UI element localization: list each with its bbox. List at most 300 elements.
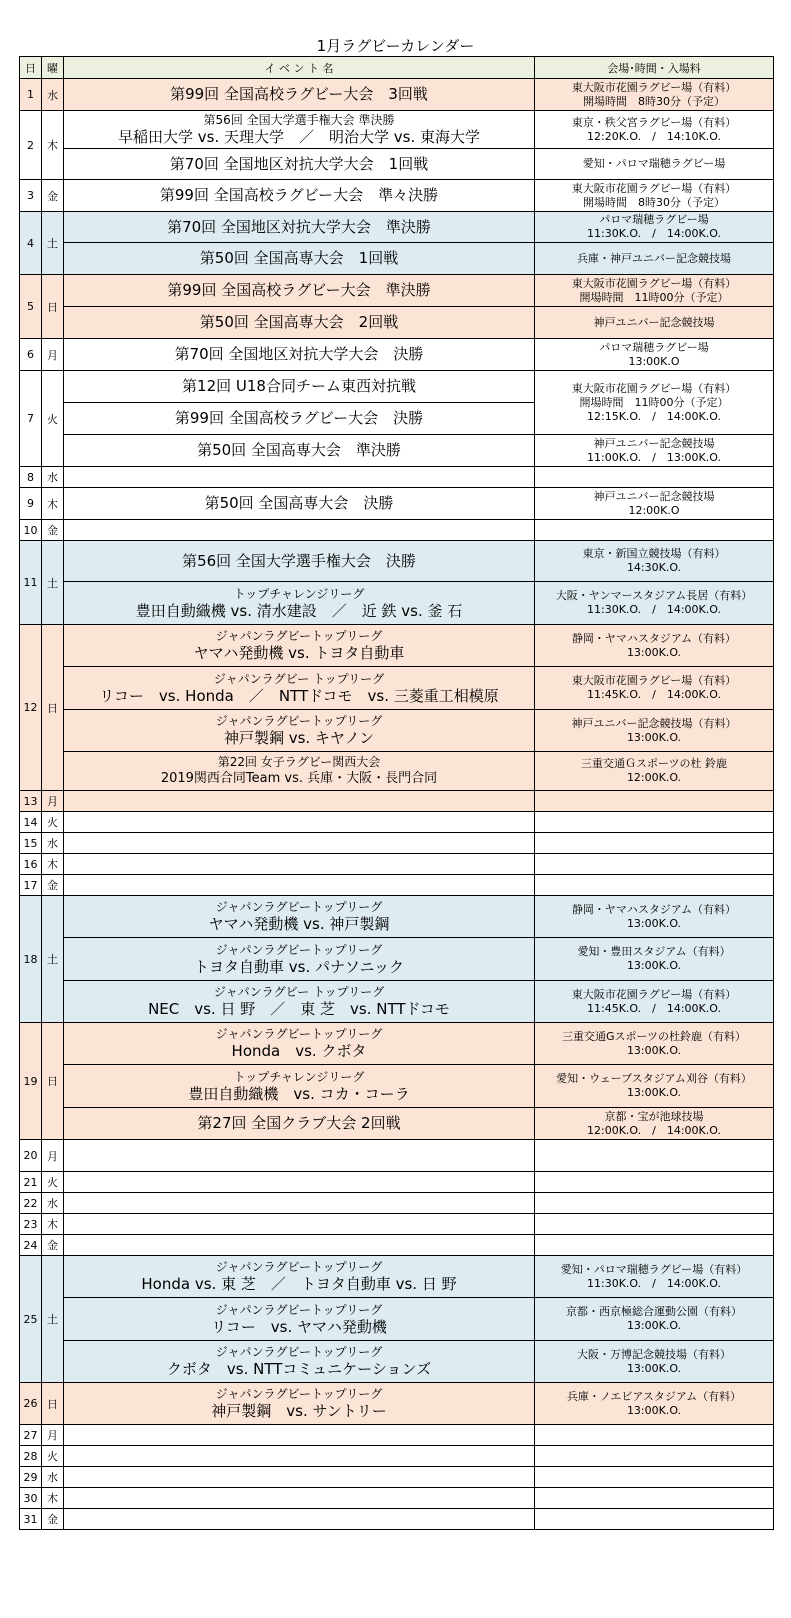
venue-cell [535, 541, 774, 582]
venue-cell [535, 1446, 774, 1467]
day-number: 28 [20, 1446, 42, 1467]
venue-cell [535, 791, 774, 812]
event-cell [64, 791, 535, 812]
day-of-week: 日 [42, 1383, 64, 1425]
day-row [20, 625, 774, 667]
day-row [20, 111, 774, 149]
venue-cell [535, 275, 774, 307]
venue-cell [535, 854, 774, 875]
day-row [20, 212, 774, 243]
calendar-body [20, 79, 774, 1530]
event-cell [64, 752, 535, 791]
event-cell [64, 403, 535, 435]
venue-cell [535, 1065, 774, 1108]
event-title: 神戸製鋼 vs. サントリー [211, 1402, 387, 1420]
venue-line: 京都・宝が池球技場 [604, 1109, 704, 1123]
day-number: 31 [20, 1509, 42, 1530]
day-row [20, 1214, 774, 1235]
day-of-week: 火 [42, 812, 64, 833]
venue-line: 三重交通Gスポーツの杜鈴鹿（有料） [561, 1029, 747, 1043]
day-row [20, 1256, 774, 1298]
day-row [20, 1108, 774, 1140]
event-cell [64, 1298, 535, 1341]
venue-line: 開場時間 11時00分（予定） [579, 395, 729, 409]
venue-cell [535, 981, 774, 1023]
event-title: 第12回 U18合同チーム東西対抗戦 [182, 377, 416, 395]
day-row [20, 938, 774, 981]
event-subtitle: ジャパンラグビートップリーグ [215, 1260, 383, 1274]
day-row [20, 1235, 774, 1256]
day-number: 18 [20, 896, 42, 1023]
venue-cell [535, 1425, 774, 1446]
event-cell [64, 1488, 535, 1509]
venue-line: 14:30K.O. [626, 561, 682, 574]
day-row [20, 339, 774, 371]
day-of-week: 日 [42, 275, 64, 339]
day-row [20, 1172, 774, 1193]
day-number: 25 [20, 1256, 42, 1383]
venue-line: 13:00K.O. [626, 1043, 682, 1057]
venue-line: 12:20K.O. / 14:10K.O. [587, 129, 721, 143]
venue-line: 11:30K.O. / 14:00K.O. [587, 1276, 721, 1290]
venue-cell [535, 1193, 774, 1214]
venue-cell [535, 1140, 774, 1172]
venue-cell [535, 79, 774, 111]
event-cell [64, 212, 535, 243]
event-cell [64, 1467, 535, 1488]
event-cell [64, 1446, 535, 1467]
event-title: ヤマハ発動機 vs. 神戸製鋼 [208, 915, 390, 933]
venue-line: 12:00K.O. / 14:00K.O. [587, 1123, 721, 1137]
day-of-week: 土 [42, 896, 64, 1023]
day-number: 5 [20, 275, 42, 339]
venue-cell [535, 212, 774, 243]
venue-line: 三重交通Ｇスポーツの杜 鈴鹿 [580, 757, 728, 770]
event-title: 豊田自動織機 vs. コカ・コーラ [188, 1084, 410, 1103]
event-subtitle: ジャパンラグビートップリーグ [215, 1345, 383, 1359]
venue-cell [535, 339, 774, 371]
venue-line: 愛知・パロマ瑞穂ラグビー場（有料） [560, 1262, 748, 1276]
day-of-week: 月 [42, 1140, 64, 1172]
day-row [20, 1065, 774, 1108]
day-of-week: 金 [42, 520, 64, 541]
venue-cell [535, 625, 774, 667]
venue-cell [535, 307, 774, 339]
venue-cell [535, 875, 774, 896]
event-title: 第70回 全国地区対抗大学大会 準決勝 [167, 217, 431, 236]
day-row [20, 981, 774, 1023]
venue-line: 東京・新国立競技場（有料） [582, 547, 726, 560]
venue-cell [535, 371, 774, 435]
day-row [20, 1383, 774, 1425]
event-title: NEC vs. 日 野 ／ 東 芝 vs. NTTドコモ [148, 1000, 450, 1018]
venue-cell [535, 1214, 774, 1235]
day-row [20, 875, 774, 896]
event-subtitle: ジャパンラグビー トップリーグ [213, 671, 385, 686]
day-number: 26 [20, 1383, 42, 1425]
event-title: 第99回 全国高校ラグビー大会 決勝 [174, 409, 424, 427]
day-row [20, 149, 774, 180]
day-row [20, 752, 774, 791]
day-of-week: 水 [42, 467, 64, 488]
day-of-week: 月 [42, 339, 64, 371]
event-cell [64, 875, 535, 896]
event-cell [64, 1341, 535, 1383]
venue-line: 兵庫・神戸ユニバー記念競技場 [577, 251, 731, 265]
day-row [20, 833, 774, 854]
day-number: 8 [20, 467, 42, 488]
day-number: 21 [20, 1172, 42, 1193]
event-title: 早稲田大学 vs. 天理大学 ／ 明治大学 vs. 東海大学 [118, 128, 480, 146]
venue-cell [535, 180, 774, 212]
venue-line: 13:00K.O. [626, 1403, 682, 1417]
venue-line: 神戸ユニバー記念競技場 [593, 436, 715, 450]
event-cell [64, 467, 535, 488]
day-of-week: 金 [42, 1235, 64, 1256]
day-of-week: 土 [42, 1256, 64, 1383]
day-number: 15 [20, 833, 42, 854]
event-subtitle: ジャパンラグビートップリーグ [215, 900, 383, 914]
day-of-week: 日 [42, 625, 64, 791]
event-cell [64, 1509, 535, 1530]
venue-line: 開場時間 8時30分（予定） [583, 195, 725, 209]
venue-line: 12:00K.O [628, 503, 680, 517]
day-number: 13 [20, 791, 42, 812]
event-title: 第70回 全国地区対抗大学大会 1回戦 [169, 154, 429, 173]
event-title: 第50回 全国高専大会 準決勝 [197, 441, 401, 459]
day-number: 27 [20, 1425, 42, 1446]
day-of-week: 水 [42, 1193, 64, 1214]
day-of-week: 火 [42, 1172, 64, 1193]
venue-line: 13:00K.O. [626, 645, 682, 659]
day-row [20, 541, 774, 582]
day-row [20, 275, 774, 307]
event-cell [64, 1425, 535, 1446]
day-of-week: 土 [42, 541, 64, 625]
day-row [20, 1298, 774, 1341]
event-cell [64, 854, 535, 875]
day-row [20, 582, 774, 625]
day-of-week: 火 [42, 1446, 64, 1467]
day-number: 4 [20, 212, 42, 275]
venue-cell [535, 435, 774, 467]
venue-cell [535, 1235, 774, 1256]
day-row [20, 896, 774, 938]
venue-line: 神戸ユニバー記念競技場（有料） [571, 716, 737, 730]
venue-line: 11:30K.O. / 14:00K.O. [587, 227, 721, 240]
day-of-week: 木 [42, 488, 64, 520]
venue-line: 愛知・パロマ瑞穂ラグビー場 [582, 157, 726, 170]
venue-cell [535, 1383, 774, 1425]
event-cell [64, 1383, 535, 1425]
venue-cell [535, 520, 774, 541]
event-cell [64, 371, 535, 403]
event-cell [64, 812, 535, 833]
venue-line: 東大阪市花園ラグビー場（有料） [571, 674, 737, 687]
day-row [20, 520, 774, 541]
day-row [20, 1193, 774, 1214]
event-title: 豊田自動織機 vs. 清水建設 ／ 近 鉄 vs. 釜 石 [135, 601, 463, 620]
event-title: 第50回 全国高専大会 2回戦 [199, 313, 399, 331]
day-of-week: 土 [42, 212, 64, 275]
event-cell [64, 307, 535, 339]
day-row [20, 435, 774, 467]
venue-line: 東大阪市花園ラグビー場（有料） [571, 181, 737, 195]
venue-cell [535, 243, 774, 275]
day-row [20, 307, 774, 339]
event-subtitle: ジャパンラグビー トップリーグ [213, 985, 385, 999]
event-cell [64, 520, 535, 541]
day-number: 16 [20, 854, 42, 875]
day-number: 10 [20, 520, 42, 541]
venue-cell [535, 1172, 774, 1193]
day-row [20, 79, 774, 111]
event-subtitle: 第56回 全国大学選手権大会 準決勝 [203, 113, 395, 127]
venue-line: 静岡・ヤマハスタジアム（有料） [571, 902, 737, 916]
event-cell [64, 1108, 535, 1140]
venue-line: 13:00K.O [628, 354, 680, 368]
event-title: 第56回 全国大学選手権大会 決勝 [182, 551, 416, 570]
venue-line: 11:30K.O. / 14:00K.O. [587, 603, 721, 616]
venue-cell [535, 938, 774, 981]
venue-cell [535, 111, 774, 149]
event-cell [64, 710, 535, 752]
event-cell [64, 1235, 535, 1256]
venue-line: 神戸ユニバー記念競技場 [593, 489, 715, 503]
venue-cell [535, 1298, 774, 1341]
venue-line: 11:45K.O. / 14:00K.O. [587, 688, 721, 701]
event-title: Honda vs. 東 芝 ／ トヨタ自動車 vs. 日 野 [141, 1275, 457, 1293]
page-title: 1月ラグビーカレンダー [316, 37, 475, 55]
event-subtitle: ジャパンラグビートップリーグ [215, 1387, 383, 1401]
day-of-week: 金 [42, 180, 64, 212]
event-cell [64, 1023, 535, 1065]
venue-cell [535, 1256, 774, 1298]
event-cell [64, 625, 535, 667]
venue-line: 大阪・ヤンマースタジアム長居（有料） [555, 589, 753, 602]
event-cell [64, 1140, 535, 1172]
day-number: 9 [20, 488, 42, 520]
day-number: 30 [20, 1488, 42, 1509]
day-row [20, 1023, 774, 1065]
venue-cell [535, 1341, 774, 1383]
event-subtitle: 第22回 女子ラグビー関西大会 [217, 754, 381, 769]
event-cell [64, 1065, 535, 1108]
day-number: 6 [20, 339, 42, 371]
event-cell [64, 981, 535, 1023]
event-subtitle: ジャパンラグビートップリーグ [215, 629, 383, 643]
venue-line: 11:00K.O. / 13:00K.O. [587, 450, 721, 464]
day-of-week: 日 [42, 1023, 64, 1140]
venue-line: 東大阪市花園ラグビー場（有料） [571, 987, 737, 1001]
event-title: 第70回 全国地区対抗大学大会 決勝 [174, 345, 424, 363]
event-cell [64, 243, 535, 275]
day-row [20, 1140, 774, 1172]
venue-cell [535, 149, 774, 180]
event-cell [64, 149, 535, 180]
day-row [20, 1488, 774, 1509]
header-row [20, 57, 774, 79]
venue-cell [535, 1509, 774, 1530]
event-title: 第27回 全国クラブ大会 2回戦 [197, 1114, 401, 1132]
venue-line: 13:00K.O. [626, 730, 682, 744]
day-number: 22 [20, 1193, 42, 1214]
event-cell [64, 1256, 535, 1298]
day-number: 3 [20, 180, 42, 212]
venue-line: 静岡・ヤマハスタジアム（有料） [571, 631, 737, 645]
day-number: 14 [20, 812, 42, 833]
venue-line: 開場時間 11時00分（予定） [579, 290, 729, 304]
day-of-week: 水 [42, 79, 64, 111]
venue-line: 13:00K.O. [626, 916, 682, 930]
event-subtitle: トップチャレンジリーグ [233, 586, 365, 601]
venue-cell [535, 467, 774, 488]
venue-line: 東大阪市花園ラグビー場（有料） [571, 80, 737, 94]
event-title: 第50回 全国高専大会 1回戦 [199, 249, 399, 267]
day-number: 7 [20, 371, 42, 467]
venue-cell [535, 812, 774, 833]
day-of-week: 火 [42, 371, 64, 467]
day-row [20, 371, 774, 403]
day-of-week: 月 [42, 1425, 64, 1446]
venue-cell [535, 667, 774, 710]
event-cell [64, 275, 535, 307]
event-cell [64, 79, 535, 111]
event-title: 神戸製鋼 vs. キヤノン [223, 729, 375, 747]
venue-line: 愛知・ウェーブスタジアム刈谷（有料） [556, 1072, 752, 1085]
event-cell [64, 180, 535, 212]
day-row [20, 710, 774, 752]
event-title: 第50回 全国高専大会 決勝 [204, 494, 394, 512]
venue-line: 開場時間 8時30分（予定） [583, 94, 725, 108]
day-of-week: 木 [42, 854, 64, 875]
day-of-week: 水 [42, 1467, 64, 1488]
venue-line: パロマ瑞穂ラグビー場 [599, 213, 709, 226]
day-of-week: 金 [42, 875, 64, 896]
event-cell [64, 1172, 535, 1193]
event-cell [64, 1193, 535, 1214]
day-row [20, 180, 774, 212]
day-of-week: 金 [42, 1509, 64, 1530]
event-title: 2019関西合同Team vs. 兵庫・大阪・長門合同 [160, 770, 438, 786]
event-cell [64, 582, 535, 625]
venue-line: 13:00K.O. [626, 1086, 682, 1099]
header-dow: 曜 [42, 57, 64, 79]
venue-line: 京都・西京極総合運動公園（有料） [566, 1305, 742, 1318]
day-row [20, 791, 774, 812]
rugby-calendar-table [19, 56, 774, 1530]
day-row [20, 1425, 774, 1446]
day-row [20, 854, 774, 875]
day-row [20, 1341, 774, 1383]
day-number: 29 [20, 1467, 42, 1488]
event-cell [64, 833, 535, 854]
day-row [20, 243, 774, 275]
venue-cell [535, 1488, 774, 1509]
header-event: イ ベ ン ト 名 [64, 57, 535, 79]
event-title: リコー vs. Honda ／ NTTドコモ vs. 三菱重工相模原 [99, 686, 499, 705]
event-subtitle: トップチャレンジリーグ [233, 1069, 365, 1084]
venue-cell [535, 833, 774, 854]
day-number: 2 [20, 111, 42, 180]
venue-line: 13:00K.O. [626, 1361, 682, 1375]
day-number: 1 [20, 79, 42, 111]
event-title: トヨタ自動車 vs. パナソニック [194, 957, 404, 976]
event-title: 第99回 全国高校ラグビー大会 準々決勝 [159, 186, 439, 204]
day-number: 24 [20, 1235, 42, 1256]
day-row [20, 1509, 774, 1530]
day-row [20, 812, 774, 833]
event-cell [64, 339, 535, 371]
event-title: ヤマハ発動機 vs. トヨタ自動車 [193, 644, 405, 662]
venue-line: 13:00K.O. [626, 959, 682, 972]
day-of-week: 月 [42, 791, 64, 812]
day-row [20, 467, 774, 488]
day-number: 20 [20, 1140, 42, 1172]
venue-line: 神戸ユニバー記念競技場 [593, 315, 715, 329]
day-row [20, 1467, 774, 1488]
venue-line: 東大阪市花園ラグビー場（有料） [571, 381, 737, 395]
day-of-week: 水 [42, 833, 64, 854]
header-day: 日 [20, 57, 42, 79]
venue-cell [535, 488, 774, 520]
event-subtitle: ジャパンラグビートップリーグ [215, 1027, 383, 1041]
venue-line: 大阪・万博記念競技場（有料） [577, 1347, 731, 1361]
venue-cell [535, 896, 774, 938]
day-number: 19 [20, 1023, 42, 1140]
venue-line: 兵庫・ノエビアスタジアム（有料） [566, 1389, 742, 1403]
day-row [20, 488, 774, 520]
event-title: 第99回 全国高校ラグビー大会 3回戦 [170, 85, 428, 103]
event-cell [64, 667, 535, 710]
day-number: 23 [20, 1214, 42, 1235]
day-row [20, 1446, 774, 1467]
day-number: 17 [20, 875, 42, 896]
venue-cell [535, 1108, 774, 1140]
event-cell [64, 111, 535, 149]
event-title: クボタ vs. NTTコミュニケーションズ [166, 1360, 432, 1378]
venue-cell [535, 1023, 774, 1065]
event-title: Honda vs. クボタ [231, 1042, 367, 1060]
day-of-week: 木 [42, 1214, 64, 1235]
venue-line: 12:00K.O. [626, 771, 682, 784]
venue-line: 11:45K.O. / 14:00K.O. [587, 1001, 721, 1015]
event-subtitle: ジャパンラグビートップリーグ [215, 714, 383, 728]
venue-line: 東大阪市花園ラグビー場（有料） [571, 276, 737, 290]
header-venue: 会場･時間・入場料 [535, 57, 774, 79]
event-cell [64, 896, 535, 938]
event-cell [64, 488, 535, 520]
event-title: リコー vs. ヤマハ発動機 [211, 1317, 387, 1336]
venue-cell [535, 752, 774, 791]
venue-line: 12:15K.O. / 14:00K.O. [587, 409, 721, 423]
event-subtitle: ジャパンラグビートップリーグ [215, 942, 383, 957]
venue-line: パロマ瑞穂ラグビー場 [599, 340, 709, 354]
event-subtitle: ジャパンラグビートップリーグ [215, 1302, 383, 1317]
day-number: 12 [20, 625, 42, 791]
event-title: 第99回 全国高校ラグビー大会 準決勝 [167, 281, 431, 299]
day-number: 11 [20, 541, 42, 625]
venue-cell [535, 710, 774, 752]
venue-line: 愛知・豊田スタジアム（有料） [577, 945, 731, 958]
venue-cell [535, 582, 774, 625]
day-row [20, 667, 774, 710]
event-cell [64, 1214, 535, 1235]
venue-line: 13:00K.O. [626, 1319, 682, 1332]
event-cell [64, 541, 535, 582]
day-of-week: 木 [42, 1488, 64, 1509]
event-cell [64, 938, 535, 981]
